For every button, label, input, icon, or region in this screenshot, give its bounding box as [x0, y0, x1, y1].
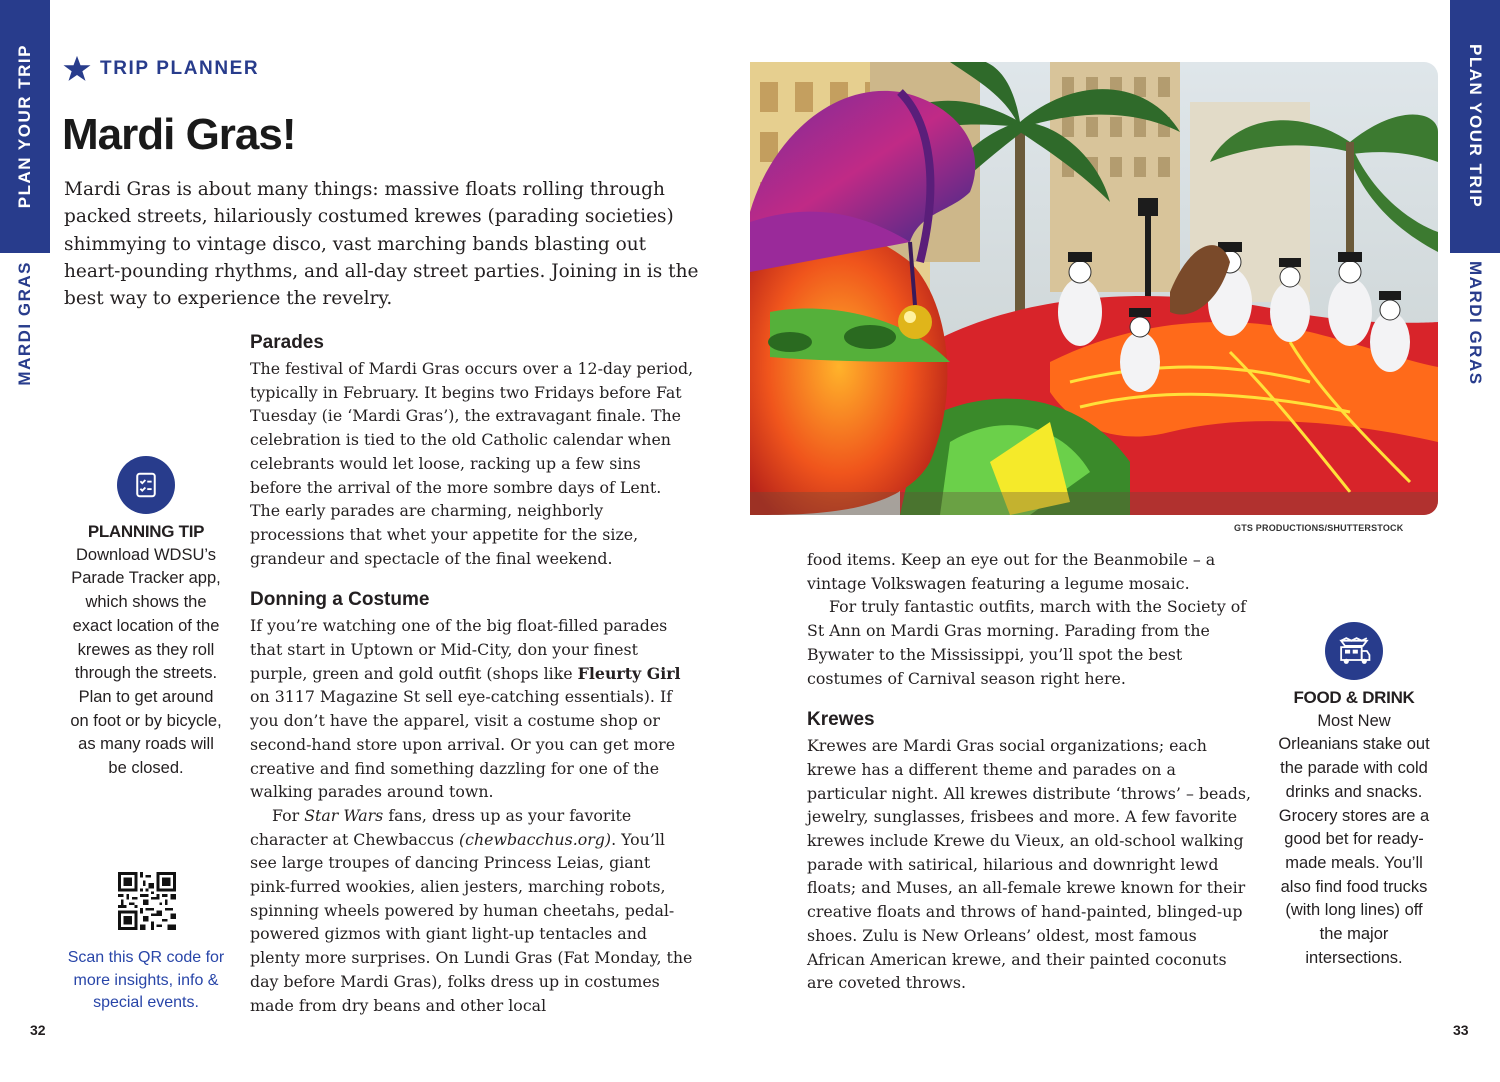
checklist-icon: [131, 470, 161, 500]
left-tab-section-label: MARDI GRAS: [15, 260, 34, 386]
star-icon: [62, 54, 92, 84]
photo-credit: GTS PRODUCTIONS/SHUTTERSTOCK: [1234, 523, 1404, 533]
page-title: Mardi Gras!: [62, 110, 296, 159]
food-drink-title: FOOD & DRINK: [1293, 688, 1415, 707]
page-number-left: 32: [30, 1022, 46, 1038]
right-tab-plan-your-trip: [1450, 0, 1500, 253]
kicker-label: TRIP PLANNER: [100, 58, 260, 79]
right-article-column: [807, 548, 1252, 995]
mardi-gras-float-photo: [750, 62, 1438, 515]
qr-caption: Scan this QR code for more insights, info & special events.: [67, 949, 225, 1011]
food-truck-icon: [1336, 635, 1372, 667]
intro-paragraph: Mardi Gras is about many things: massive floats rolling through packed streets, hilariously costumed krewes (parading societies) shimmying to vintage disco, vast marching bands blasting out heart-pounding rhythms, and all-day street parties. Joining in is the best way to experience the revelry.: [64, 179, 699, 310]
food-drink-body: Most New Orleanians stake out the parade with cold drinks and snacks. Grocery stores are a good bet for ready-made meals. You’ll also find food trucks (with long lines) off the major intersections.: [1278, 711, 1430, 967]
food-drink-badge: [1325, 622, 1383, 680]
costume-paragraph-2: For Star Wars fans, dress up as your favorite character at Chewbaccus (chewbacchus.org). You’ll see large troupes of dancing Princess Leias, giant pink-furred wookies, alien jesters, marching robots, spinning wheels powered by human cheetahs, pedal-powered gizmos with giant light-up tentacles and plenty more surprises. On Lundi Gras (Fat Monday, the day before Mardi Gras), folks dress up in costumes made from dry beans and other local: [250, 805, 693, 1015]
planning-tip-badge: [117, 456, 175, 514]
costume-heading: Donning a Costume: [250, 589, 430, 611]
planning-tip-sidebar: [70, 520, 222, 781]
left-article-column: [250, 331, 695, 1017]
costume-continuation: food items. Keep an eye out for the Beanmobile – a vintage Volkswagen featuring a legume mosaic.: [807, 550, 1216, 593]
trip-planner-kicker: [62, 54, 259, 84]
society-st-ann-paragraph: For truly fantastic outfits, march with the Society of St Ann on Mardi Gras morning. Parading from the Bywater to the Mississippi, you’ll spot the best costumes of Carnival season right here.: [807, 597, 1247, 688]
planning-tip-title: PLANNING TIP: [87, 522, 205, 541]
star-wars-title: Star Wars: [304, 805, 384, 825]
photo-illustration: [750, 62, 1438, 515]
planning-tip-body: Download WDSU’s Parade Tracker app, which shows the exact location of the krewes as they roll through the streets. Plan to get around on foot or by bicycle, as many roads will be closed.: [70, 545, 222, 778]
fleurty-girl-shop: Fleurty Girl: [577, 663, 681, 683]
krewes-body: Krewes are Mardi Gras social organizations; each krewe has a different theme and parades on a particular night. All krewes distribute ‘throws’ – beads, jewelry, sunglasses, frisbees and more. A few favorite krewes include Krewe du Vieux, an old-school walking parade with satirical, hilarious and downright lewd floats; and Muses, an all-female krewe known for their creative floats and throws of hand-painted, blinged-up shoes. Zulu is New Orleans’ oldest, most famous African American krewe, and their painted coconuts are coveted throws.: [807, 736, 1251, 993]
costume-paragraph-1: If you’re watching one of the big float-filled parades that start in Uptown or Mid-City, don your finest purple, green and gold outfit (shops like Fleurty Girl on 3117 Magazine St sell eye-catching essentials). If you don’t have the apparel, visit a costume shop or second-hand store upon arrival. Or you can get more creative and find something dazzling for one of the walking parades around town.: [250, 616, 681, 802]
chewbacchus-url: (chewbacchus.org): [458, 829, 612, 849]
left-tab-mardi-gras: [0, 253, 50, 393]
food-drink-sidebar: [1278, 686, 1430, 970]
right-tab-plan-label: PLAN YOUR TRIP: [1466, 44, 1485, 209]
left-tab-plan-your-trip: [0, 0, 50, 253]
left-tab-plan-label: PLAN YOUR TRIP: [15, 44, 34, 209]
parades-body: The festival of Mardi Gras occurs over a 12-day period, typically in February. It begins two Fridays before Fat Tuesday (ie ‘Mardi Gras’), the extravagant finale. The celebration is tied to the old Catholic calendar when celebrants would let loose, racking up a few sins before the arrival of the more sombre days of Lent. The early parades are charming, neighborly processions that whet your appetite for the size, grandeur and spectacle of the final weekend.: [250, 359, 694, 568]
page-number-right: 33: [1453, 1022, 1469, 1038]
krewes-heading: Krewes: [807, 709, 875, 731]
qr-code-icon[interactable]: [118, 872, 176, 930]
right-tab-section-label: MARDI GRAS: [1466, 260, 1485, 386]
right-tab-mardi-gras: [1450, 253, 1500, 393]
parades-heading: Parades: [250, 332, 324, 353]
